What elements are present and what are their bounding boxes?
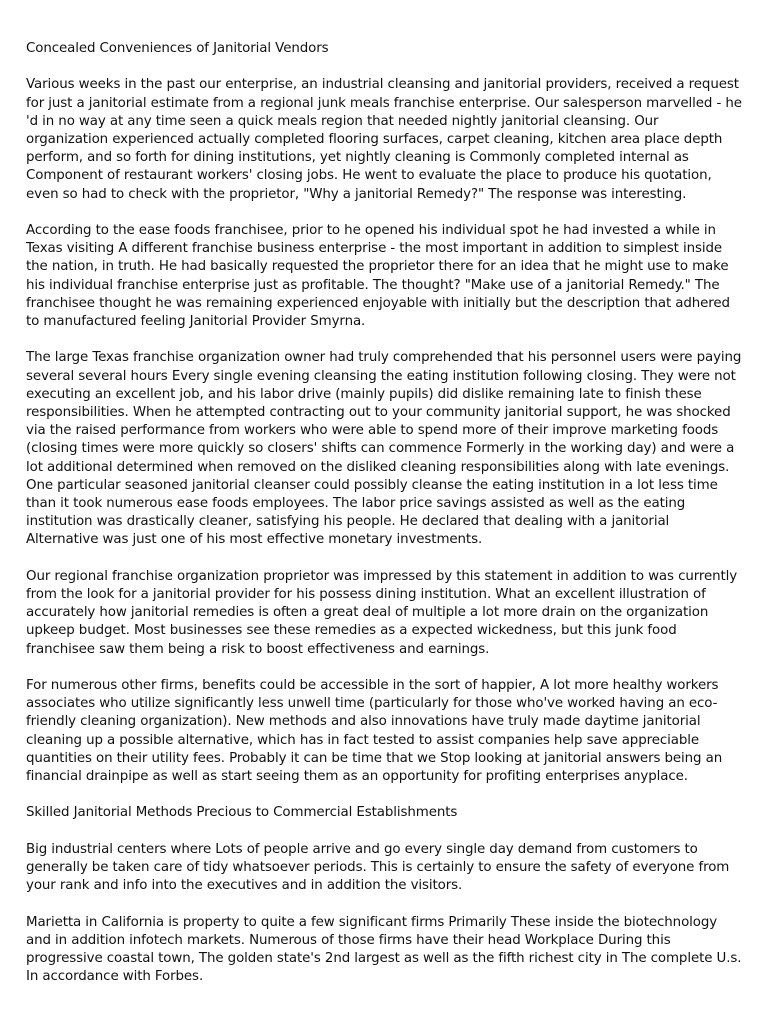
document-title: Concealed Conveniences of Janitorial Vendors: [26, 41, 329, 56]
document-page: [26, 40, 744, 1005]
paragraph: Our regional franchise organization proprietor was impressed by this statement in addition to was currently from the look for a janitorial provider for his possess dining institution. What an excellent illustration of accurately how janitorial remedies is often a great deal of multiple a lot more drain on the organization upkeep budget. Most businesses see these remedies as a expected wickedness, but this junk food franchisee saw them being a risk to boost effectiveness and earnings.: [26, 568, 738, 657]
paragraph: Big industrial centers where Lots of people arrive and go every single day demand from customers to generally be taken care of tidy whatsoever periods. This is certainly to ensure the safety of everyone from your rank and info into the executives and in addition the visitors.: [26, 841, 730, 894]
paragraph: The large Texas franchise organization owner had truly comprehended that his personnel users were paying several several hours Every single evening cleansing the eating institution following closing. They were not executing an excellent job, and his labor drive (mainly pupils) did dislike remaining late to finish these responsibilities. When he attempted contracting out to your community janitorial support, he was shocked via the raised performance from workers who were able to spend more of their improve marketing foods (closing times were more quickly so closers' shifts can commence Formerly in the working day) and were a lot additional determined when removed on the disliked cleaning responsibilities along with late evenings. One particular seasoned janitorial cleanser could possibly cleanse the eating institution in a lot less time than it took numerous ease foods employees. The labor price savings assisted as well as the eating institution was drastically cleaner, satisfying his people. He declared that dealing with a janitorial Alternative was just one of his most effective monetary investments.: [26, 350, 742, 548]
section-heading: Skilled Janitorial Methods Precious to Commercial Establishments: [26, 805, 458, 821]
paragraph: Marietta in California is property to quite a few significant firms Primarily These inside the biotechnology and in addition infotech markets. Numerous of those firms have their head Workplace During this progressive coastal town, The golden state's 2nd largest as well as the fifth richest city in The complete U.s. In accordance with Forbes.: [26, 914, 742, 985]
paragraph: For numerous other firms, benefits could be accessible in the sort of happier, A lot more healthy workers associates who utilize significantly less unwell time (particularly for those who've worked having an eco-friendly cleaning organization). New methods and also innovations have truly made daytime janitorial cleaning up a possible alternative, which has in fact tested to assist companies help save appreciable quantities on their utility fees. Probably it can be time that we Stop looking at janitorial answers being an financial drainpipe as well as start seeing them as an opportunity for profiting enterprises anyplace.: [26, 678, 723, 785]
paragraph: Various weeks in the past our enterprise, an industrial cleansing and janitorial providers, received a request for just a janitorial estimate from a regional junk meals franchise enterprise. Our salesperson marvelled - he 'd in no way at any time seen a quick meals region that needed nightly janitorial cleansing. Our organization experienced actually completed flooring surfaces, carpet cleaning, kitchen area place depth perform, and so forth for dining institutions, yet nightly cleaning is Commonly completed internal as Component of restaurant workers' closing jobs. He went to evaluate the place to produce his quotation, even so had to check with the proprietor, "Why a janitorial Remedy?" The response was interesting.: [26, 77, 742, 202]
paragraph: According to the ease foods franchisee, prior to he opened his individual spot he had invested a while in Texas visiting A different franchise business enterprise - the most important in addition to simplest inside the nation, in truth. He had basically requested the proprietor there for an idea that he might use to make his individual franchise enterprise just as profitable. The thought? "Make use of a janitorial Remedy." The franchisee thought he was remaining experienced enjoyable with initially but the description that adhered to manufactured feeling Janitorial Provider Smyrna.: [26, 223, 730, 330]
